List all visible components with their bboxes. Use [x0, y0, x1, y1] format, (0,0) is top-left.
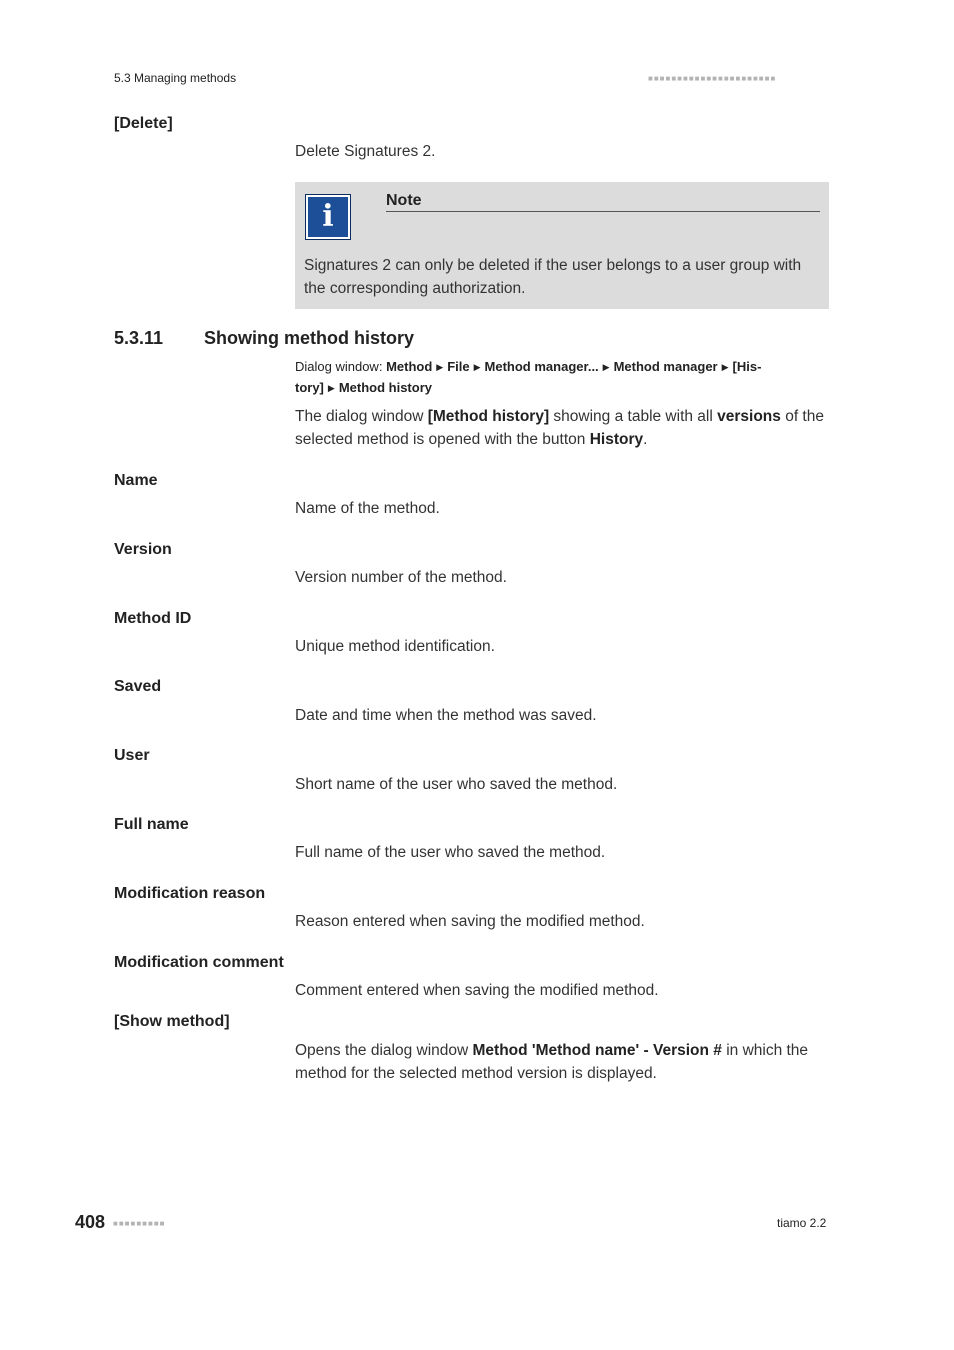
section-intro: The dialog window [Method history] showing a table with all versions of the selected method is opened with the button History. [295, 408, 824, 448]
note-text: Signatures 2 can only be deleted if the user belongs to a user group with the corresponding authorization. [304, 257, 802, 297]
path-item: Method manager... [484, 359, 599, 374]
path-arrow-icon: ▶ [721, 362, 729, 372]
desc-user: Short name of the user who saved the method. [295, 776, 618, 793]
desc-method-id: Unique method identification. [295, 638, 495, 655]
dialog-path [295, 357, 815, 399]
path-item: File [447, 359, 470, 374]
page-number: 408 [75, 1212, 106, 1232]
desc-modification-reason: Reason entered when saving the modified method. [295, 913, 645, 930]
running-header-dots: ■■■■■■■■■■■■■■■■■■■■■■ [648, 74, 777, 83]
path-arrow-icon: ▶ [327, 383, 335, 393]
term-show-method: [Show method] [114, 1013, 230, 1030]
desc-delete: Delete Signatures 2. [295, 143, 436, 160]
info-icon: i [305, 194, 351, 240]
section-number: 5.3.11 [114, 328, 164, 348]
term-full-name: Full name [114, 816, 189, 833]
note-title: Note [386, 192, 820, 212]
running-header-section: 5.3 Managing methods [114, 71, 237, 85]
footer-dots: ■■■■■■■■■ [113, 1219, 166, 1228]
path-arrow-icon: ▶ [436, 362, 444, 372]
path-item: tory] [295, 380, 324, 395]
desc-show-method: Opens the dialog window Method 'Method name' - Version # in which the method for the selected method version is displayed. [295, 1042, 809, 1082]
path-item: [His- [732, 359, 762, 374]
path-arrow-icon: ▶ [602, 362, 610, 372]
path-item: Method history [338, 380, 432, 395]
path-arrow-icon: ▶ [473, 362, 481, 372]
term-name: Name [114, 472, 158, 489]
term-method-id: Method ID [114, 610, 192, 627]
term-saved: Saved [114, 678, 162, 695]
term-modification-comment: Modification comment [114, 954, 284, 971]
desc-saved: Date and time when the method was saved. [295, 707, 597, 724]
product-name: tiamo 2.2 [777, 1216, 827, 1230]
path-item: Method manager [613, 359, 718, 374]
section-title: Showing method history [204, 328, 414, 348]
term-version: Version [114, 541, 172, 558]
term-user: User [114, 747, 150, 764]
path-prefix: Dialog window: [295, 359, 383, 374]
desc-name: Name of the method. [295, 500, 440, 517]
desc-modification-comment: Comment entered when saving the modified method. [295, 982, 659, 999]
desc-full-name: Full name of the user who saved the method. [295, 844, 606, 861]
term-delete: [Delete] [114, 115, 173, 132]
term-modification-reason: Modification reason [114, 885, 266, 902]
desc-version: Version number of the method. [295, 569, 507, 586]
path-item: Method [386, 359, 433, 374]
